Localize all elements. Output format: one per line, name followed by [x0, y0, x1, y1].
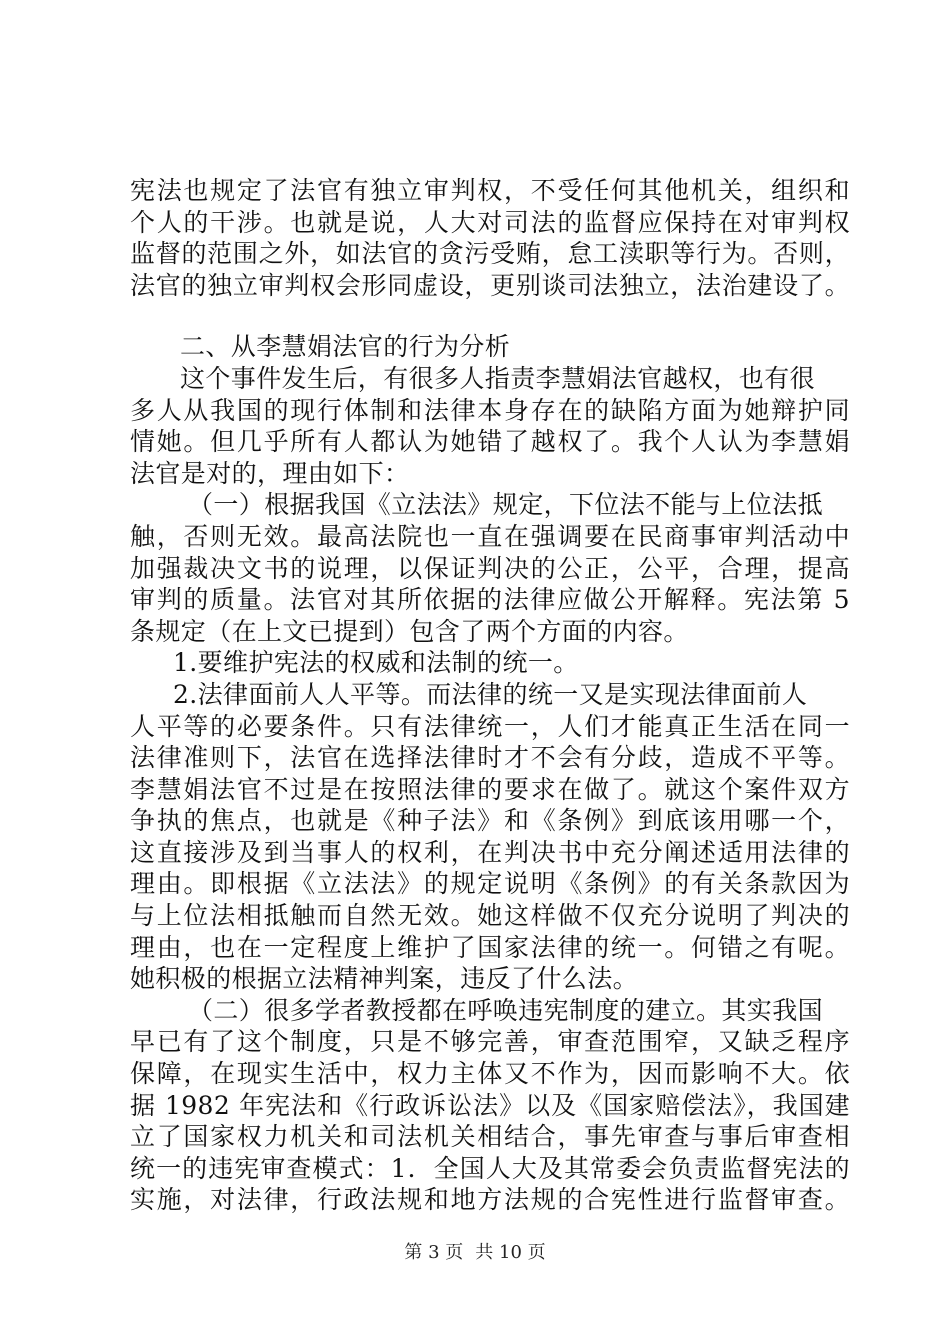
- paragraph-spacer: [130, 301, 850, 331]
- text-line: 2.法律面前人人平等。而法律的统一又是实现法律面前人: [173, 679, 808, 709]
- text-line: 加强裁决文书的说理，以保证判决的公正，公平，合理，提高: [130, 553, 850, 583]
- paragraph-constitutional-review: [130, 995, 850, 1216]
- text-line: 法律准则下，法官在选择法律时才不会有分歧，造成不平等。: [130, 743, 850, 773]
- text-line: 立了国家权力机关和司法机关相结合，事先审查与事后审查相: [130, 1122, 850, 1152]
- text-line: 这个事件发生后，有很多人指责李慧娟法官越权，也有很: [180, 363, 816, 393]
- paragraph-constitution-independence: [130, 175, 850, 301]
- text-line: 早已有了这个制度，只是不够完善，审查范围窄，又缺乏程序: [130, 1027, 850, 1057]
- text-line: （二）很多学者教授都在呼唤违宪制度的建立。其实我国: [188, 995, 824, 1025]
- text-line: 监督的范围之外，如法官的贪污受贿，怠工渎职等行为。否则，: [130, 239, 850, 269]
- text-line: 与上位法相抵触而自然无效。她这样做不仅充分说明了判决的: [130, 901, 850, 931]
- text-line: 审判的质量。法官对其所依据的法律应做公开解释。宪法第 5: [130, 585, 850, 615]
- text-line: 理由，也在一定程度上维护了国家法律的统一。何错之有呢。: [130, 932, 850, 962]
- text-line: 这直接涉及到当事人的权利，在判决书中充分阐述适用法律的: [130, 837, 850, 867]
- paragraph-event-analysis: [130, 363, 850, 489]
- text-line: 她积极的根据立法精神判案，违反了什么法。: [130, 964, 639, 994]
- text-line: 理由。即根据《立法法》的规定说明《条例》的有关条款因为: [130, 869, 850, 899]
- text-line: 法官的独立审判权会形同虚设，更别谈司法独立，法治建设了。: [130, 270, 850, 300]
- text-line: 据 1982 年宪法和《行政诉讼法》以及《国家赔偿法》，我国建: [130, 1090, 850, 1120]
- section-heading: 二、从李慧娟法官的行为分析: [180, 332, 511, 362]
- text-line: 人平等的必要条件。只有法律统一，人们才能真正生活在同一: [130, 711, 850, 741]
- text-line: 条规定（在上文已提到）包含了两个方面的内容。: [130, 616, 689, 646]
- paragraph-equality-before-law: [130, 679, 850, 995]
- paragraph-legislation-law: [130, 489, 850, 647]
- page-number: 第 3 页: [404, 1242, 464, 1263]
- text-line: 法官是对的，理由如下：: [130, 458, 410, 488]
- page-total: 共 10 页: [475, 1242, 546, 1263]
- text-line: 多人从我国的现行体制和法律本身存在的缺陷方面为她辩护同: [130, 395, 850, 425]
- text-line: 实施，对法律，行政法规和地方法规的合宪性进行监督审查。: [130, 1185, 850, 1215]
- text-line: 统一的违宪审查模式：1．全国人大及其常委会负责监督宪法的: [130, 1153, 850, 1183]
- text-line: 情她。但几乎所有人都认为她错了越权了。我个人认为李慧娟: [130, 427, 850, 457]
- text-line: 触，否则无效。最高法院也一直在强调要在民商事审判活动中: [130, 521, 850, 551]
- text-line: 保障，在现实生活中，权力主体又不作为，因而影响不大。依: [130, 1059, 850, 1089]
- text-line: 宪法也规定了法官有独立审判权，不受任何其他机关，组织和: [130, 176, 850, 205]
- page-footer: [0, 1242, 950, 1264]
- document-body: [130, 175, 850, 1216]
- text-line: 争执的焦点，也就是《种子法》和《条例》到底该用哪一个，: [130, 806, 850, 836]
- text-line: （一）根据我国《立法法》规定，下位法不能与上位法抵: [188, 490, 824, 520]
- text-line: 个人的干涉。也就是说，人大对司法的监督应保持在对审判权: [130, 207, 850, 237]
- list-item-1: 1.要维护宪法的权威和法制的统一。: [173, 648, 579, 678]
- text-line: 李慧娟法官不过是在按照法律的要求在做了。就这个案件双方: [130, 774, 850, 804]
